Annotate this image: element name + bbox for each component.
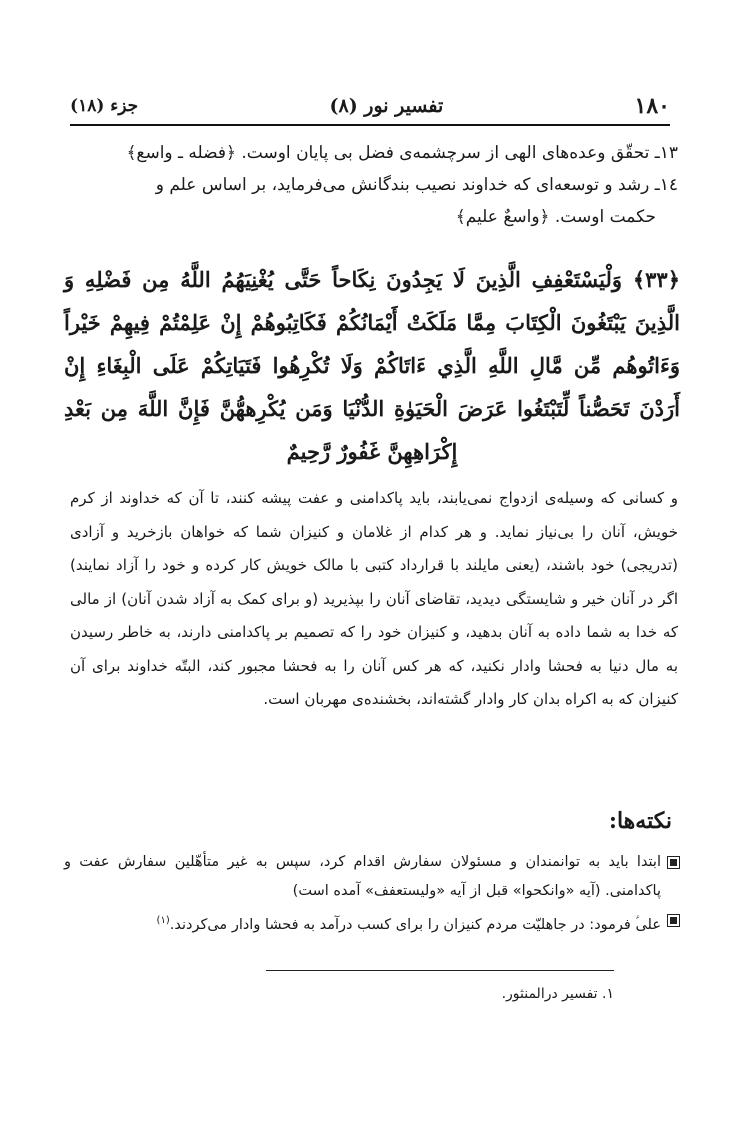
note-text: ابتدا باید به توانمندان و مسئولان سفارش اقدام کرد، سپس به غیر متأهّلین سفارش عفت و پاکدامنی. (آیه «وانکحوا» قبل از آیه «ولیستعفف» آمده است) [64, 854, 661, 899]
page-number: ۱۸۰ [634, 93, 670, 119]
lessons-list [70, 137, 678, 233]
note-text [64, 906, 661, 940]
lesson-13: ۱۳ـ تحقّق وعده‌های الهی از سرچشمه‌ی فضل بی پایان اوست. ﴿فضله ـ واسع﴾ [126, 143, 678, 163]
square-bullet-icon [667, 914, 680, 927]
verse-translation: و کسانی که وسیله‌ی ازدواج نمی‌یابند، باید پاکدامنی و عفت پیشه کنند، تا آن که خداوند از کرم خویش، آنان را بی‌نیاز نماید. و هر کدام از غلامان و کنیزان شما که خواهان بازخرید و آزادی (تدریجی) خود باشند، (یعنی مایلند با قرارداد کتبی با مالک خویش کار کرده و خود را آزاد نمایند) اگر در آنان خیر و شایستگی دیدید، تقاضای آنان را بپذیرید (و برای کمک به آزاد شدن آنان) از مالی که خدا به شما داده به آنان بدهید، و کنیزان خود را که تصمیم بر پاکدامنی دارند، به خاطر رسیدن به مال دنیا به فحشا وادار نکنید، که هر کس آنان را به فحشا مجبور کند، البتّه خداوند برای آن کنیزان که به اکراه بدان کار وادار گشته‌اند، بخشنده‌ی مهربان است. [70, 489, 678, 708]
note-item [64, 906, 680, 940]
footnote-divider [266, 970, 614, 971]
note-body: علی‌ؑ فرمود: در جاهلیّت مردم کنیزان را برای کسب درآمد به فحشا وادار می‌کردند. [169, 916, 661, 933]
notes-list [64, 848, 680, 940]
note-item [64, 848, 680, 906]
footnote-marker: (۱) [156, 915, 170, 926]
notes-heading: نکته‌ها: [608, 808, 672, 834]
juz-label: جزء (۱۸) [70, 96, 139, 116]
quran-verse: ﴿۳۳﴾ وَلْيَسْتَعْفِفِ الَّذِينَ لَا يَجِدُونَ نِكَاحاً حَتَّى يُغْنِيَهُمُ اللَّهُ مِن فَضْلِهِ وَ الَّذِينَ يَبْتَغُونَ الْكِتَابَ مِمَّا مَلَكَتْ أَيْمَانُكُمْ فَكَاتِبُوهُمْ إِنْ عَلِمْتُمْ فِيهِمْ خَيْراً وَءَاتُوهُم مِّن مَّالِ اللَّهِ الَّذِي ءَاتَاكُمْ وَلَا تُكْرِهُوا فَتَيَاتِكُمْ عَلَى الْبِغَاءِ إِنْ أَرَدْنَ تَحَصُّناً لِّتَبْتَغُوا عَرَضَ الْحَيَوٰةِ الدُّنْيَا وَمَن يُكْرِههُّنَّ فَإِنَّ اللَّهَ مِن بَعْدِ إِكْرَاهِهِنَّ غَفُورٌ رَّحِيمٌ [64, 267, 680, 464]
lesson-14: ۱٤ـ رشد و توسعه‌ای که خداوند نصیب بندگانش می‌فرماید، بر اساس علم و [155, 175, 678, 195]
book-title: تفسیر نور (۸) [329, 95, 444, 117]
lesson-14-continued: حکمت اوست. ﴿واسعٌ علیم﴾ [455, 207, 656, 227]
square-bullet-icon [667, 856, 680, 869]
footnote: ۱. تفسیر درالمنثور. [501, 986, 614, 1002]
page-header [70, 88, 670, 126]
